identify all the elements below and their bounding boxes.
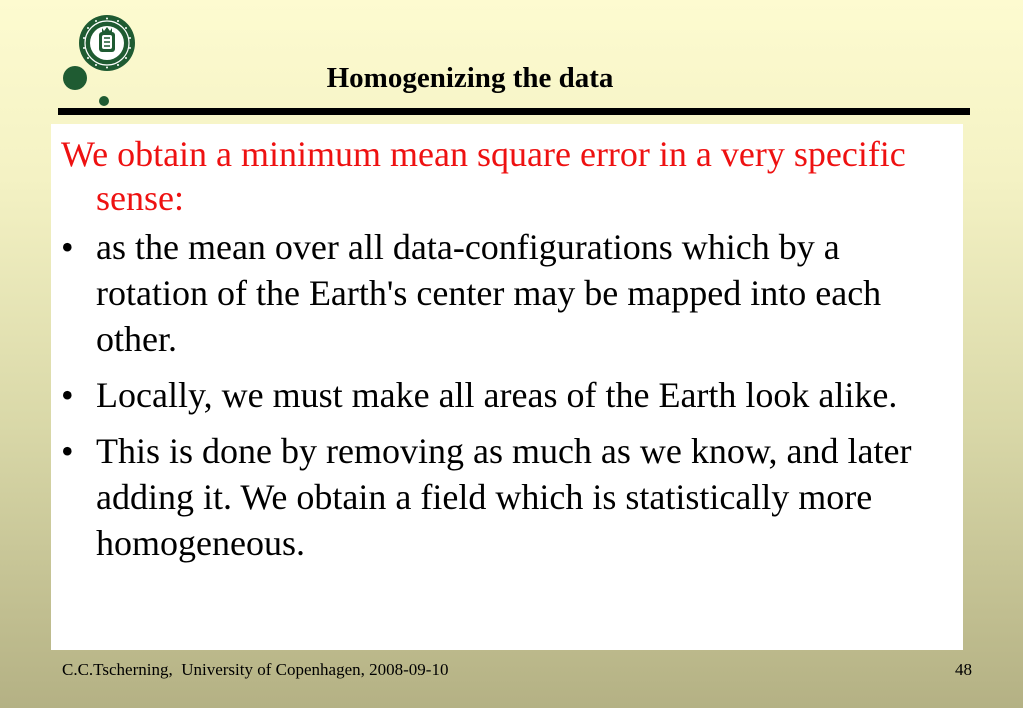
slide-content xyxy=(51,124,963,650)
list-item-text: Locally, we must make all areas of the Earth look alike. xyxy=(96,375,898,415)
bullet-glyph: • xyxy=(61,227,74,267)
decorative-dot-small xyxy=(99,96,109,106)
intro-text: We obtain a minimum mean square error in a very specific sense: xyxy=(61,134,906,218)
bullet-glyph: • xyxy=(61,375,74,415)
list-item-text: as the mean over all data-configurations which by a rotation of the Earth's center may be mapped into each other. xyxy=(96,227,882,359)
list-item xyxy=(61,224,951,362)
list-item-text: This is done by removing as much as we know, and later adding it. We obtain a field which is statistically more homogeneous. xyxy=(96,431,912,563)
slide-title: Homogenizing the data xyxy=(326,62,614,94)
list-item xyxy=(61,428,951,566)
title-divider xyxy=(58,108,970,115)
university-seal-icon xyxy=(78,14,136,72)
bullet-list xyxy=(61,224,951,566)
bullet-glyph: • xyxy=(61,431,74,471)
list-item xyxy=(61,372,951,418)
decorative-dot-large xyxy=(63,66,87,90)
page-number: 48 xyxy=(955,660,972,679)
footer-author-info: C.C.Tscherning, University of Copenhagen, 2008-09-10 xyxy=(62,660,449,679)
